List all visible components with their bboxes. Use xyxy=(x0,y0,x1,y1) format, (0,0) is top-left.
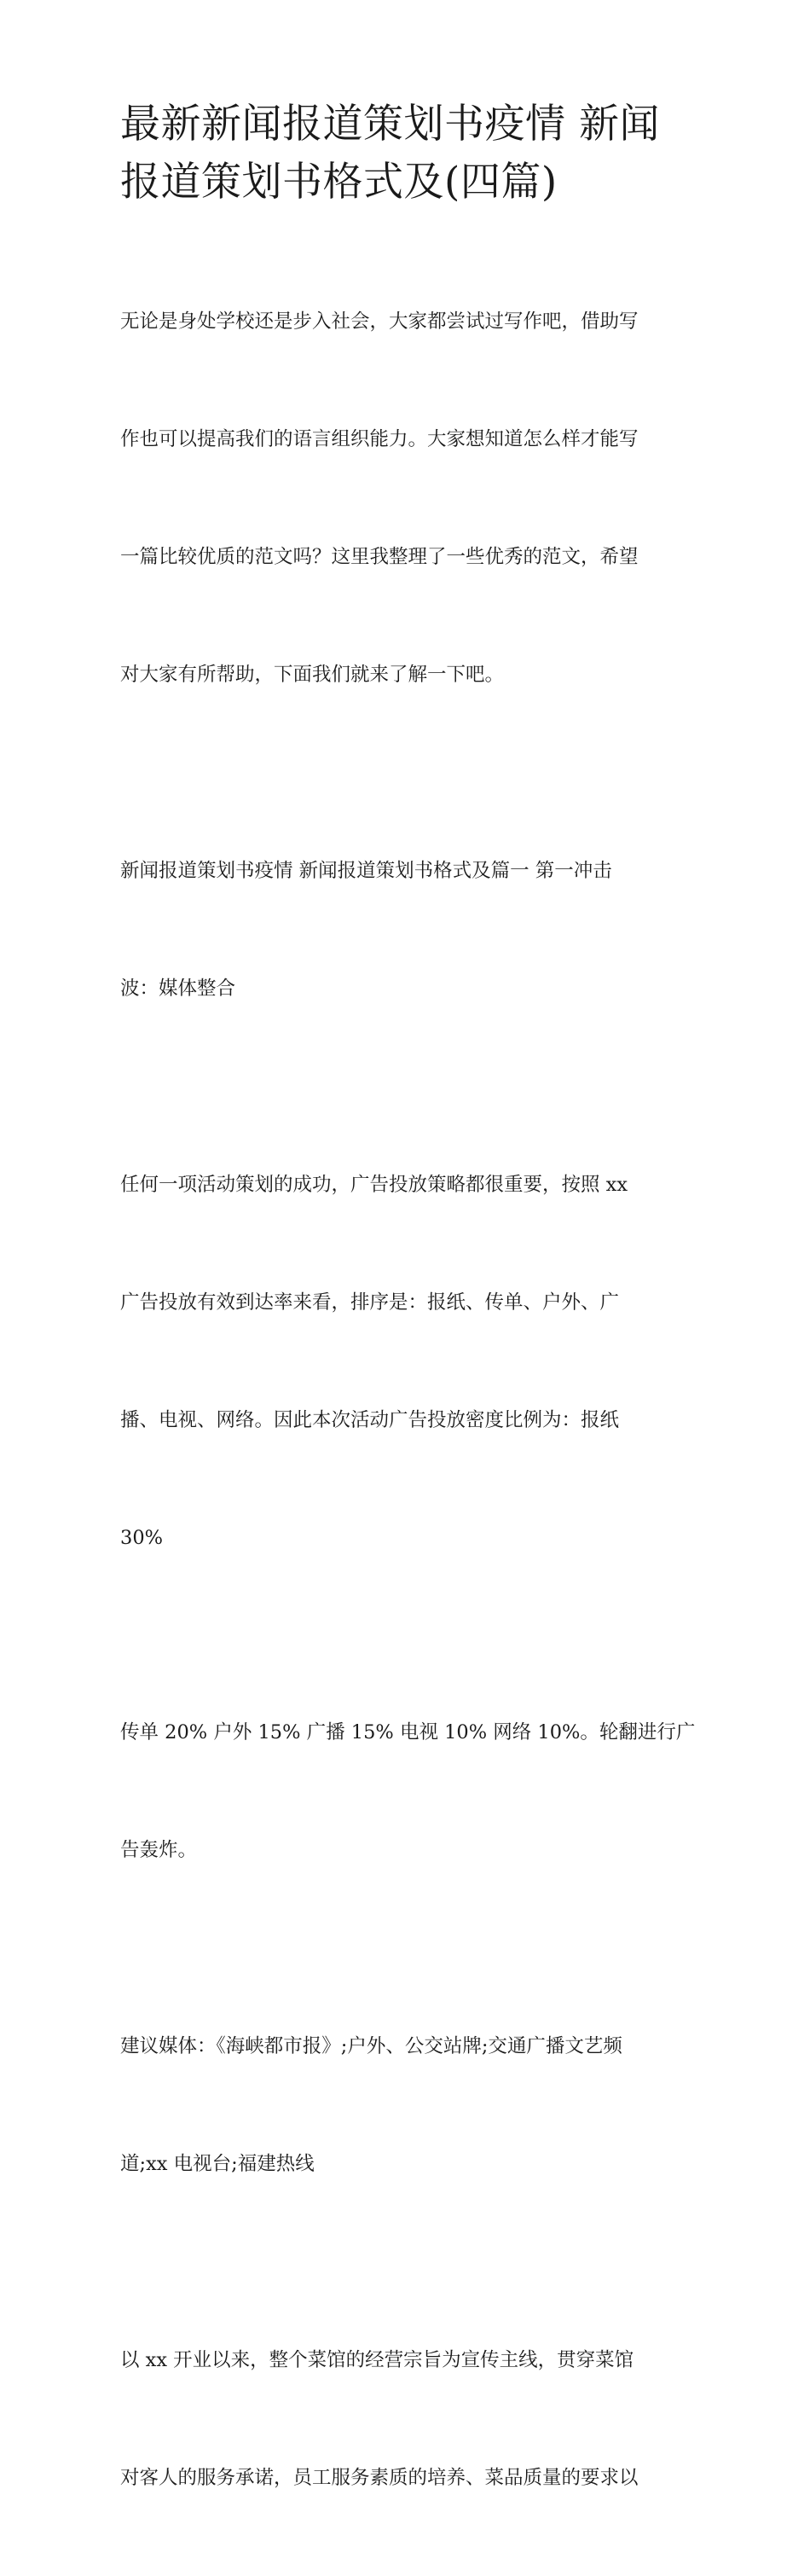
text-line: 无论是身处学校还是步入社会，大家都尝试过写作吧，借助写 xyxy=(120,310,639,333)
text-line: 传单 20% 户外 15% 广播 15% 电视 10% 网络 10%。轮翻进行广 xyxy=(120,1721,696,1743)
text-line: 播、电视、网络。因此本次活动广告投放密度比例为：报纸 xyxy=(120,1409,620,1431)
text-line: 30% xyxy=(120,1527,164,1549)
text-line: 一篇比较优质的范文吗？这里我整理了一些优秀的范文，希望 xyxy=(120,546,639,568)
document-page xyxy=(120,96,700,2576)
paragraph-ad-strategy xyxy=(120,1087,700,1634)
text-line: 建议媒体：《海峡都市报》;户外、公交站牌;交通广播文艺频 xyxy=(120,2035,622,2057)
text-line: 告轰炸。 xyxy=(120,1839,198,1861)
text-line: 道;xx 电视台;福建热线 xyxy=(120,2153,315,2175)
title-line-2: 报道策划书格式及(四篇) xyxy=(120,159,558,206)
text-line: 对客人的服务承诺，员工服务素质的培养、菜品质量的要求以 xyxy=(120,2467,639,2489)
paragraph-theme xyxy=(120,2262,700,2576)
text-line: 对大家有所帮助，下面我们就来了解一下吧。 xyxy=(120,664,505,686)
text-line: 以 xx 开业以来，整个菜馆的经营宗旨为宣传主线，贯穿菜馆 xyxy=(120,2349,634,2371)
paragraph-ad-ratio xyxy=(120,1634,700,1948)
title-line-1: 最新新闻报道策划书疫情 新闻 xyxy=(120,101,660,148)
paragraph-section-heading xyxy=(120,773,700,1087)
text-line: 波：媒体整合 xyxy=(120,978,236,1000)
text-line: 新闻报道策划书疫情 新闻报道策划书格式及篇一 第一冲击 xyxy=(120,860,612,882)
paragraph-intro xyxy=(120,223,700,773)
text-line: 广告投放有效到达率来看，排序是：报纸、传单、户外、广 xyxy=(120,1291,620,1314)
document-title xyxy=(120,96,700,212)
paragraph-media xyxy=(120,1948,700,2262)
text-line: 作也可以提高我们的语言组织能力。大家想知道怎么样才能写 xyxy=(120,428,639,450)
text-line: 任何一项活动策划的成功，广告投放策略都很重要，按照 xx xyxy=(120,1174,628,1196)
